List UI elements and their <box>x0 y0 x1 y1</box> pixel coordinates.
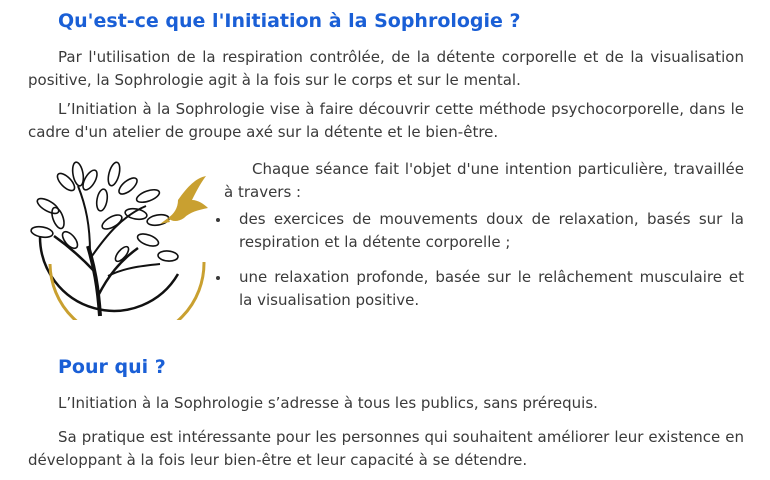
tree-bird-logo-icon <box>28 156 210 320</box>
session-bullet-list <box>214 208 744 324</box>
paragraph-session-intro: Chaque séance fait l'objet d'une intention particulière, travaillée à travers : <box>224 160 744 201</box>
bullet-text: une relaxation profonde, basée sur le relâchement musculaire et la visualisation positive. <box>239 268 744 309</box>
paragraph-audience: L’Initiation à la Sophrologie s’adresse à tous les publics, sans prérequis. <box>58 394 598 412</box>
section-title-what-is: Qu'est-ce que l'Initiation à la Sophrologie ? <box>58 10 521 32</box>
list-item <box>214 266 744 312</box>
bullet-icon <box>216 218 220 222</box>
section-title-for-whom: Pour qui ? <box>58 356 166 378</box>
bullet-icon <box>216 276 220 280</box>
paragraph-goal: L’Initiation à la Sophrologie vise à faire découvrir cette méthode psychocorporelle, dans le cadre d'un atelier de groupe axé sur la détente et le bien-être. <box>28 100 744 141</box>
paragraph-benefits: Sa pratique est intéressante pour les personnes qui souhaitent améliorer leur existence en développant à la fois leur bien-être et leur capacité à se détendre. <box>28 428 744 469</box>
bullet-text: des exercices de mouvements doux de relaxation, basés sur la respiration et la détente corporelle ; <box>239 210 744 251</box>
list-item <box>214 208 744 254</box>
paragraph-method: Par l'utilisation de la respiration contrôlée, de la détente corporelle et de la visualisation positive, la Sophrologie agit à la fois sur le corps et sur le mental. <box>28 48 744 89</box>
